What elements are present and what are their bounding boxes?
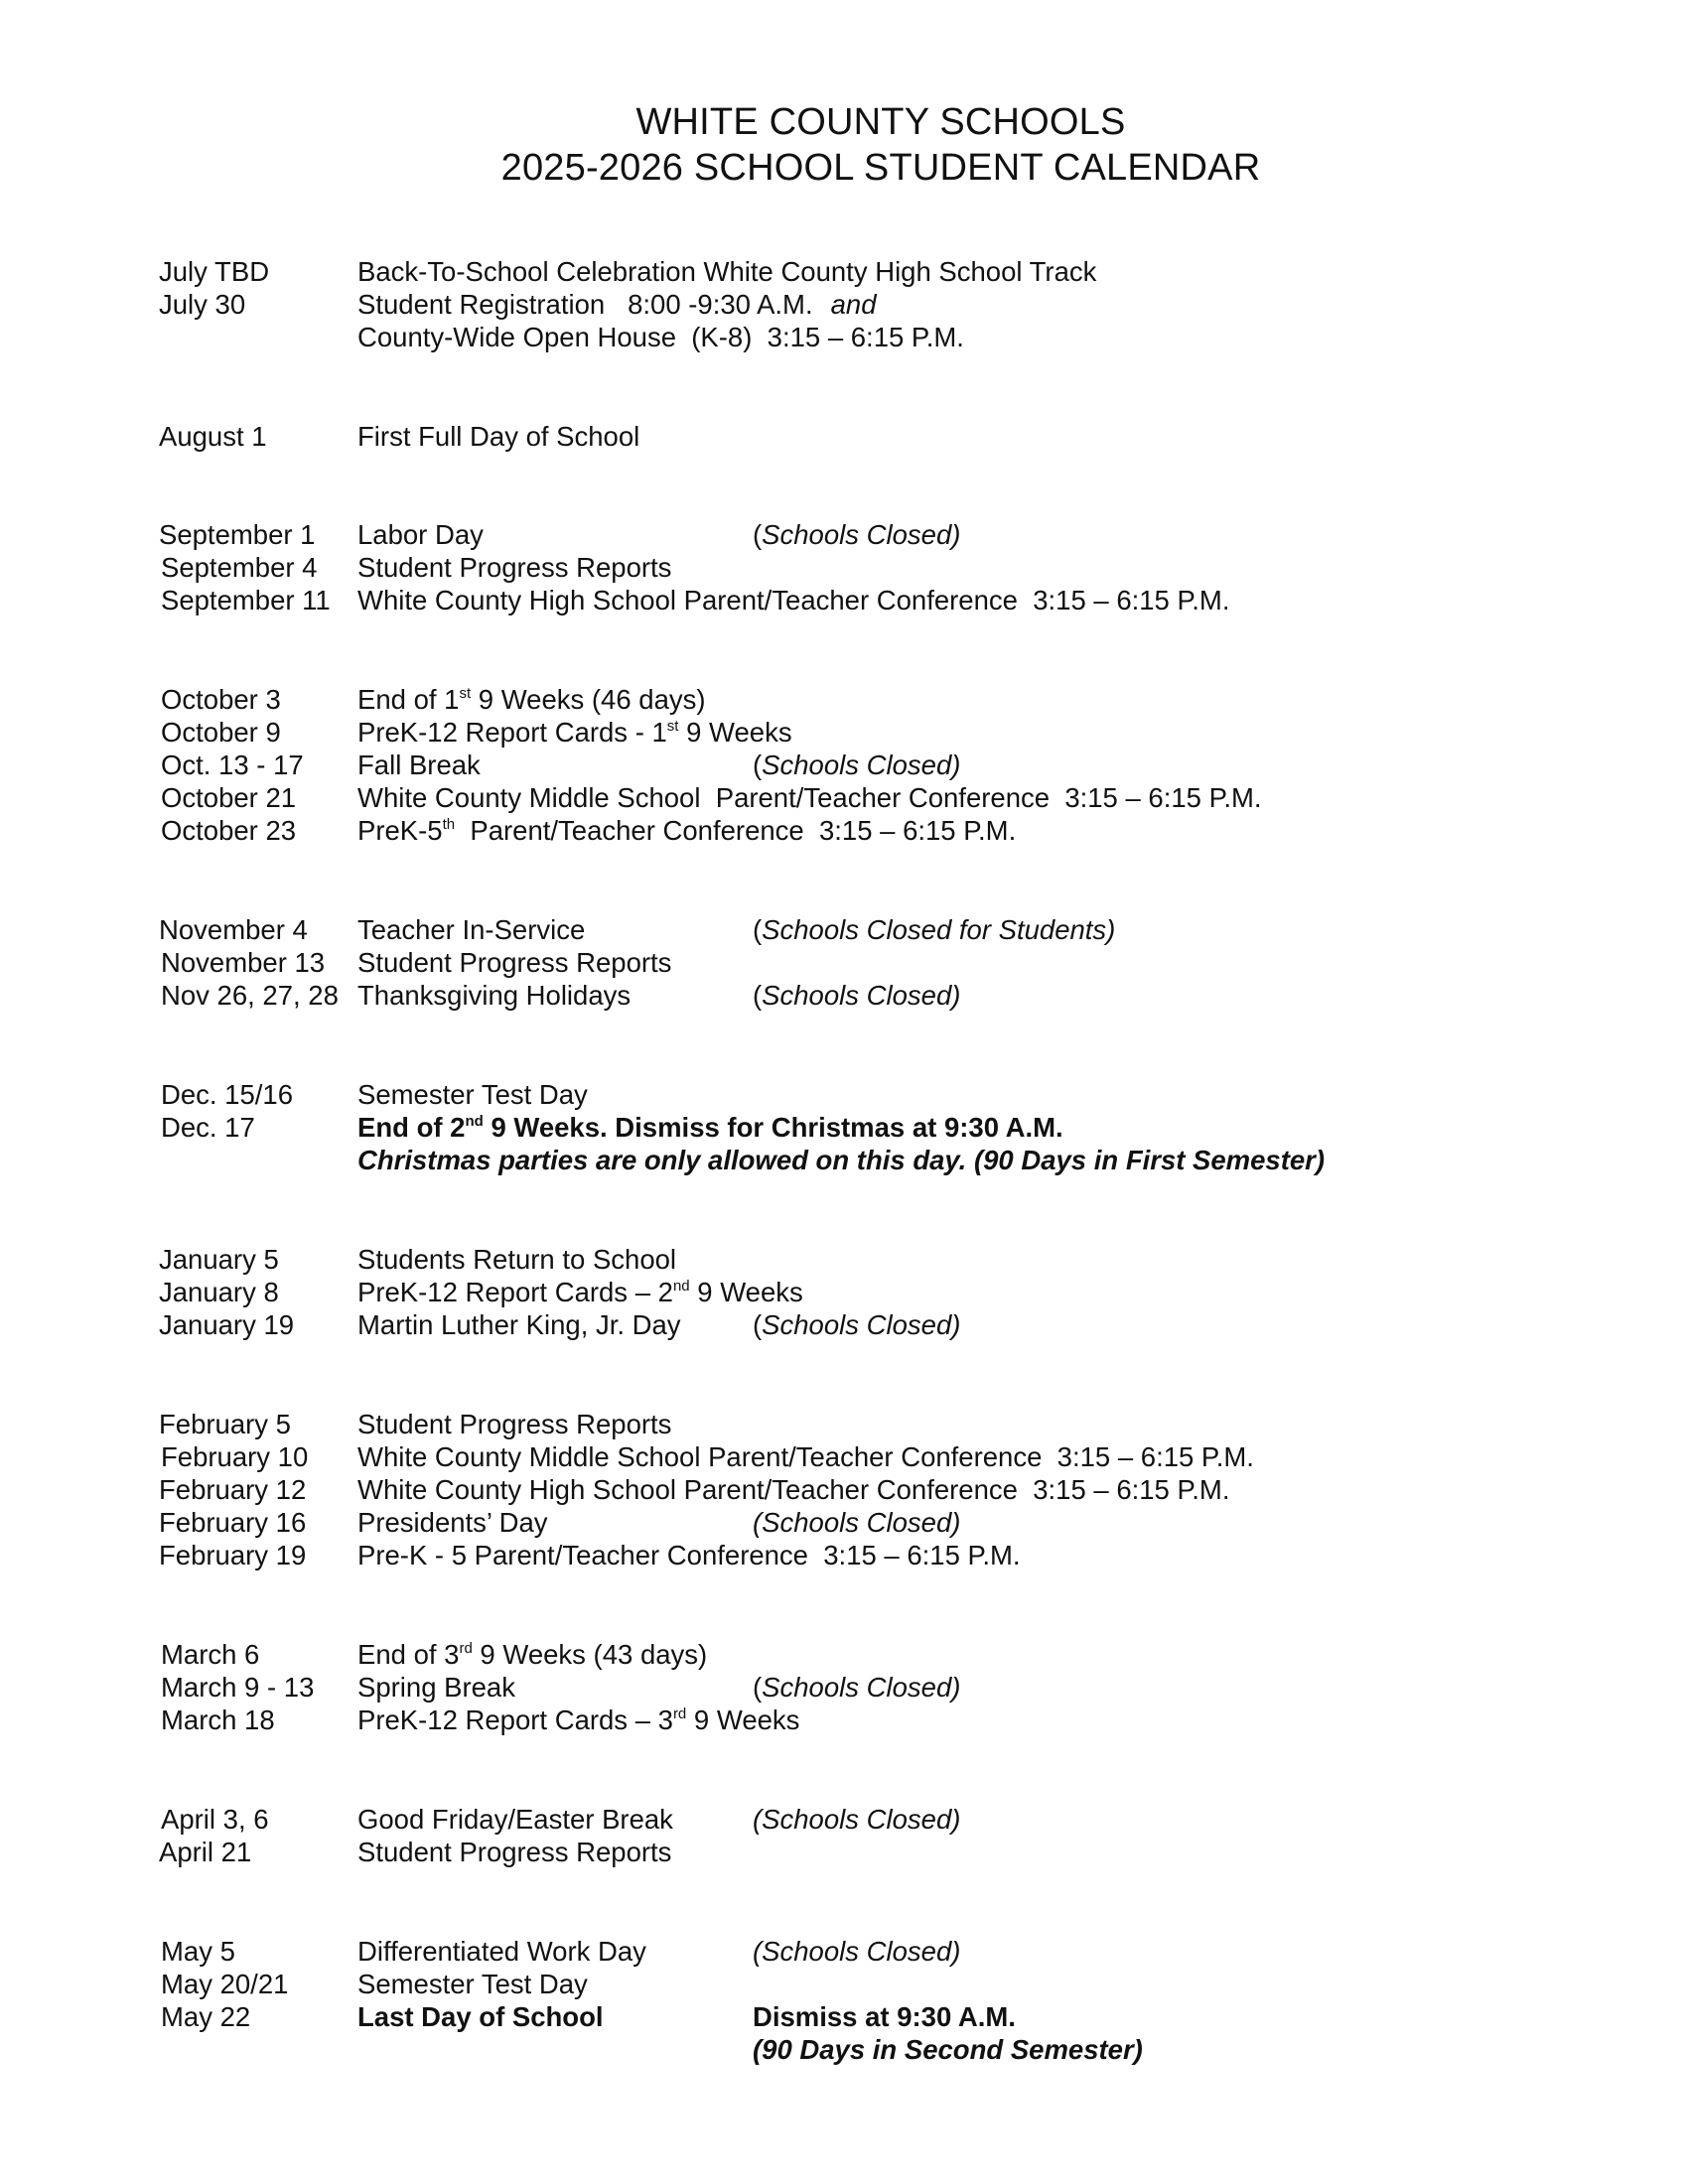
entry-event: PreK-12 Report Cards - 1st 9 Weeks — [357, 717, 792, 748]
entry-date: February 16 — [159, 1507, 307, 1538]
entry-date: February 19 — [159, 1540, 307, 1570]
entry-date: March 9 - 13 — [161, 1672, 315, 1703]
entry-event: PreK-12 Report Cards – 2nd 9 Weeks — [357, 1277, 803, 1307]
entry-event: PreK-12 Report Cards – 3rd 9 Weeks — [357, 1705, 800, 1735]
entry-event: End of 3rd 9 Weeks (43 days) — [357, 1639, 708, 1670]
entry-date: May 5 — [161, 1936, 235, 1967]
entry-note: (Schools Closed) — [753, 1309, 961, 1340]
entry-event: Semester Test Day — [357, 1969, 588, 1999]
entry-event: Pre-K - 5 Parent/Teacher Conference 3:15 – 6:15 P.M. — [357, 1540, 1021, 1570]
page-title: WHITE COUNTY SCHOOLS — [635, 101, 1126, 143]
entry-date: September 11 — [161, 585, 331, 615]
entry-date: May 22 — [161, 2001, 251, 2032]
entry-date: November 4 — [159, 914, 308, 945]
entry-event: Student Registration 8:00 -9:30 A.M. and — [357, 289, 877, 320]
entry-event-suffix: and — [830, 289, 877, 320]
entry-date: November 13 — [161, 947, 326, 978]
entry-date: February 12 — [159, 1474, 307, 1505]
entry-date: September 4 — [161, 552, 318, 583]
entry-event: Student Progress Reports — [357, 1409, 672, 1439]
entry-event: Teacher In-Service — [357, 914, 586, 945]
entry-note: (Schools Closed) — [753, 980, 961, 1011]
page-subtitle: 2025-2026 SCHOOL STUDENT CALENDAR — [500, 147, 1261, 189]
entry-date: Oct. 13 - 17 — [161, 750, 304, 780]
entry-event: White County High School Parent/Teacher Conference 3:15 – 6:15 P.M. — [357, 585, 1230, 615]
entry-date: October 9 — [161, 717, 281, 748]
entry-note: (Schools Closed) — [753, 1672, 961, 1703]
entry-event: Labor Day — [357, 519, 484, 550]
entry-date: October 21 — [161, 782, 297, 813]
entry-event: Semester Test Day — [357, 1079, 588, 1110]
entry-note: (Schools Closed) — [753, 1804, 961, 1835]
entry-date: July 30 — [159, 289, 246, 320]
entry-note: (Schools Closed) — [753, 519, 961, 550]
entry-date: April 3, 6 — [161, 1804, 269, 1835]
entry-event: Fall Break — [357, 750, 481, 780]
entry-note: (Schools Closed for Students) — [753, 914, 1116, 945]
entry-date: October 3 — [161, 684, 281, 715]
entry-date: July TBD — [159, 256, 270, 287]
entry-event: Christmas parties are only allowed on this day. (90 Days in First Semester) — [357, 1145, 1326, 1175]
entry-date: January 8 — [159, 1277, 279, 1307]
entry-date: Dec. 17 — [161, 1112, 255, 1143]
entry-date: January 5 — [159, 1244, 279, 1275]
entry-date: March 18 — [161, 1705, 275, 1735]
entry-note: (90 Days in Second Semester) — [753, 2034, 1143, 2065]
entry-date: Nov 26, 27, 28 — [161, 980, 339, 1011]
entry-event: White County Middle School Parent/Teacher Conference 3:15 – 6:15 P.M. — [357, 1441, 1254, 1472]
entry-note: (Schools Closed) — [753, 1936, 961, 1967]
entry-event: End of 2nd 9 Weeks. Dismiss for Christmas at 9:30 A.M. — [357, 1112, 1063, 1143]
entry-event: Back-To-School Celebration White County High School Track — [357, 256, 1097, 287]
entry-event: End of 1st 9 Weeks (46 days) — [357, 684, 706, 715]
entry-date: October 23 — [161, 815, 297, 846]
entry-event: Presidents’ Day — [357, 1507, 548, 1538]
entry-date: February 10 — [161, 1441, 309, 1472]
entry-event: Student Progress Reports — [357, 552, 672, 583]
entry-event: White County Middle School Parent/Teacher Conference 3:15 – 6:15 P.M. — [357, 782, 1262, 813]
entry-event: White County High School Parent/Teacher Conference 3:15 – 6:15 P.M. — [357, 1474, 1230, 1505]
entry-date: May 20/21 — [161, 1969, 289, 1999]
entry-event: County-Wide Open House (K-8) 3:15 – 6:15 P.M. — [357, 322, 964, 352]
entry-event: First Full Day of School — [357, 421, 640, 452]
entry-note: (Schools Closed) — [753, 1507, 961, 1538]
entry-event: Student Progress Reports — [357, 947, 672, 978]
entry-event: PreK-5th Parent/Teacher Conference 3:15 – 6:15 P.M. — [357, 815, 1017, 846]
entry-date: February 5 — [159, 1409, 291, 1439]
entry-note: Dismiss at 9:30 A.M. — [753, 2001, 1016, 2032]
entry-event: Student Progress Reports — [357, 1837, 672, 1867]
entry-event: Last Day of School — [357, 2001, 604, 2032]
entry-date: August 1 — [159, 421, 267, 452]
entry-date: April 21 — [159, 1837, 252, 1867]
entry-event: Differentiated Work Day — [357, 1936, 646, 1967]
entry-note: (Schools Closed) — [753, 750, 961, 780]
entry-date: January 19 — [159, 1309, 295, 1340]
entry-event: Martin Luther King, Jr. Day — [357, 1309, 681, 1340]
entry-event: Good Friday/Easter Break — [357, 1804, 673, 1835]
entry-event: Spring Break — [357, 1672, 515, 1703]
entry-event: Students Return to School — [357, 1244, 677, 1275]
entry-date: September 1 — [159, 519, 316, 550]
entry-date: March 6 — [161, 1639, 260, 1670]
entry-date: Dec. 15/16 — [161, 1079, 294, 1110]
entry-event: Thanksgiving Holidays — [357, 980, 632, 1011]
